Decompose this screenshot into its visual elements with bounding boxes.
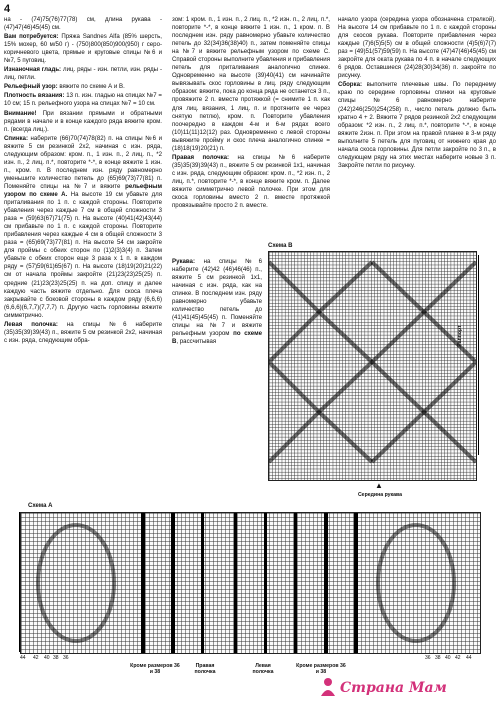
text-column-1 (4, 16, 162, 346)
pattern-oval (38, 525, 114, 641)
diamond-line (372, 262, 424, 462)
scheme-b-rapport-bracket (478, 255, 482, 455)
materials-paragraph (4, 33, 162, 65)
gauge-paragraph (4, 92, 162, 108)
right-front-text: на спицы №6 наберите (35)35(39)39(43) п., вяжите 5 см резинкой 1х1, начиная с изн. ряда, следующим образом: кром. п., *2 изн. п., 2 лиц. п.*, повторите *-*, в конце вяжите кром. п. Далее вяжите симметрично левой полочке. При этом для скоса горловины вместо 2 п. вместе протяжкой провязывайте просто 2 п. вместе. (172, 153, 330, 210)
assembly-text: выполните плечевые швы. По переднему краю по середине горловины спинки на круговые спицы №6 равномерно наберите (242)246(250)254(258) п., число петель должно быть кратно 4 + 2. Вяжите 7 рядов резинкой 2х2 следующим образом: *2 изн. п., 2 лиц. п.*, повторите *-*, в конце вяжите 2изн. п. При этом на правой планке в 3-м ряду выполните 5 петель для пуговиц от нижнего края до начала скоса горловины. Для петли закройте по 3 п., в следующем ряду на этих местах наберите новые 3 п. Закройте петли по рисунку. (338, 81, 496, 169)
gauge-heading: Плотность вязания: (4, 92, 65, 100)
watermark-logo-icon (318, 676, 338, 698)
relief-text: вяжите по схеме А и В. (59, 83, 125, 91)
sleeve-paragraph (172, 258, 262, 347)
back-pattern-ref: рельефным узором по схеме А. (4, 182, 162, 198)
scheme-a-rapport (2, 560, 12, 610)
left-front-label: Левая полочка (252, 663, 274, 675)
size-38-right: 38 (435, 655, 441, 661)
sleeve-heading: Рукава: (172, 258, 195, 265)
size-42-left: 42 (33, 655, 39, 661)
right-front-paragraph (172, 154, 330, 210)
materials-text: Пряжа Sandnes Alfa (85% шерсть, 15% мохер, 60 м/50 г) - (750)800(850)900(950) г серо-коричневого цвета, прямые и круговые спицы №6 и №7, 5 пуговиц. (4, 33, 162, 65)
attention-paragraph (4, 110, 162, 134)
scheme-a-grid (20, 512, 481, 654)
cable-column (264, 513, 267, 653)
watermark-text: Страна Мам (340, 680, 447, 696)
size-36-left: 36 (63, 655, 69, 661)
left-front-cont-text: зом: 1 кром. п., 1 изн. п., 2 лиц. п., *2 изн. п., 2 лиц. п.*, повторите *-*, в конце вяжите 1 изн. п., 1 кром. п. В последнем изн. ряду равномерно убавьте количество петель до 32(34)36(38)40) п., затем поменяйте спицы на №7 и вяжите рельефным узором по схеме С. Справой стороны выполните убавления и прибавления петель для приталивания аналогично спинке. Одновременно на высоте (39)40(41) см начинайте вывязывать скос горловины в лиц. ряду следующим образом: вяжите, пока до конца ряда не останется 3 п., провяжите 2 п. вместе протяжкой (= снимите 1 п. как для лиц. вязания, 1 лиц. п. и протяните ее через снятую петлю), кром. п. Повторите убавления поочередно в каждом 4-м и 6-м рядах всего (10)11(11)12(12) раз. Одновременно с левой стороны вывяжите пройму и скос плеча аналогично спинке = (18)18(19)20(21) п. (172, 16, 330, 152)
sleeve-scheme-ref: по схеме В (172, 330, 262, 346)
gauge-text: 13 п. изн. гладью на спицах №7 = 10 см; 15 п. рельефного узора на спицах №7 = 10 см. (4, 92, 162, 108)
cable-column (171, 513, 175, 653)
scheme-b-sleeve-middle: Середина рукава (357, 492, 403, 498)
sleeve-middle-arrow-icon: ▲ (375, 481, 383, 490)
back-heading: Спинка: (4, 134, 28, 142)
right-front-label: Правая полочка (194, 663, 216, 675)
scheme-b-grid (268, 251, 477, 481)
sleeve-cont-text: начало узора (середина узора обозначена стрелкой). На высоте 14 см прибавьте по 1 п. с каждой стороны для скосов рукава. Повторите прибавления через каждые (7)6(5)5(5) см в общей сложности (4)5(6)7(7) раз = (49)51(57)59(59) п. На высоте (47)47(46)45(45) см закройте для оката рукава по 4 п. в начале следующих 6 рядов. Оставшиеся (24)28(30)34(36) п. закройте по рисунку. (338, 16, 496, 80)
cable-column (354, 513, 358, 653)
left-front-paragraph (4, 321, 162, 345)
except-sizes-label-right: Кроме размеров 36 и 38 (296, 663, 346, 675)
sleeve-text: на спицы №6 наберите (42)42 (46)46(46) п., вяжите 5 см резинкой 1х1, начиная с изн. ряда, как на спинке. В последнем изн. ряду равномерно убавьте количество петель до (41)41(45)45(45) п. Поменяйте спицы на №7 и вяжите рельефным узором (172, 258, 262, 338)
cable-column (324, 513, 328, 653)
scheme-b-title: Схема В (268, 243, 293, 249)
scheme-a-pattern (21, 513, 480, 653)
size-44-left: 44 (20, 655, 26, 661)
left-front-heading: Левая полочка: (4, 320, 58, 328)
scheme-b-rapport-label: Раппорт (457, 325, 463, 347)
cable-column (234, 513, 237, 653)
relief-heading: Рельефный узор: (4, 83, 58, 91)
left-front-text: на спицы №6 наберите (35)35(39)39(43) п., вяжите 5 см резинкой 2х2, начиная с изн. ряда, следующим обра- (4, 320, 163, 344)
assembly-heading: Сборка: (338, 81, 362, 89)
scheme-b-pattern (269, 252, 476, 480)
stockinette-text: лиц. ряды - изн. петли, изн. ряды - лиц. петли. (4, 66, 162, 82)
size-44-right: 44 (466, 655, 472, 661)
right-front-heading: Правая полочка: (172, 153, 230, 161)
cable-column (141, 513, 145, 653)
text-column-2 (172, 16, 330, 256)
except-sizes-label-left: Кроме размеров 36 и 38 (130, 663, 180, 675)
diamond-line (424, 262, 476, 462)
diamond-line (269, 262, 319, 462)
scheme-a-title: Схема А (28, 503, 53, 509)
cable-column (294, 513, 297, 653)
assembly-paragraph (338, 81, 496, 170)
stockinette-paragraph (4, 66, 162, 82)
back-text-cont: На высоте 19 см убавьте для приталивания по 1 п. с каждой стороны. Повторите убавления через каждые 7 см в общей сложности 3 раза = (59)63(67)71(75) п. На высоте (40)41(42)43(44) см прибавьте по 1 п. с каждой стороны. Повторите прибавления через каждые 4 см в общей сложности 3 раза = (65)69(73)77(81) п. На высоте 54 см закройте для проймы с обеих сторон по (1)2(3)3(4) п. Затем убавьте с обеих сторон еще 3 раза х 1 п. в каждом ряду = (57)59(61)65(67) п. На высоте (18)19(20)21(22) см от начала проймы закройте (21)23(23)25(25) п. средние (21)23(23)25(25) п. на доп. спицу и далее каждую часть вяжите отдельно. Для скоса плеча закрывайте с боковой стороны в каждом ряду (6,6,6)(6,6,6)(6,7,7)(7,7,7) п. Другую часть горловины вяжите симметрично. (4, 190, 162, 319)
back-text: наберите (66)70(74)78(82) п. на спицы №6 и вяжите 5 см резинкой 2х2, начиная с изн. ряда, следующим образом: кром. п., 1 изн. п., 2 лиц. п., *2 изн. п., 2 лиц. п.*, повторите *-*, в конце вяжите 1 изн. п., кром. п. В последнем изн. ряду равномерно уменьшите количество петель до (65)69(73)77(81) п. Поменяйте спицы на №7 и вяжите (4, 134, 162, 190)
dimensions-text: на - (74)75(76)77(78) см, длина рукава - (47)47(46)45(45) см. (4, 16, 162, 32)
stockinette-heading: Изнаночная гладь: (4, 66, 62, 74)
size-42-right: 42 (455, 655, 461, 661)
sleeve-tail: , рассчитывая (176, 338, 217, 346)
diamond-line (319, 262, 372, 462)
cable-column (201, 513, 204, 653)
page-number: 4 (4, 3, 11, 15)
text-column-3 (338, 16, 496, 171)
materials-heading: Вам потребуется: (4, 33, 59, 41)
back-paragraph (4, 135, 162, 320)
size-40-right: 40 (445, 655, 451, 661)
size-40-left: 40 (44, 655, 50, 661)
size-38-left: 38 (53, 655, 59, 661)
relief-paragraph (4, 83, 162, 91)
pattern-oval (378, 525, 454, 641)
attention-heading: Внимание! (4, 109, 37, 117)
size-36-right: 36 (425, 655, 431, 661)
attention-text: При вязании прямыми и обратными рядами в начале и в конце каждого ряда вяжите кром. п. (всегда лиц.). (4, 109, 162, 133)
